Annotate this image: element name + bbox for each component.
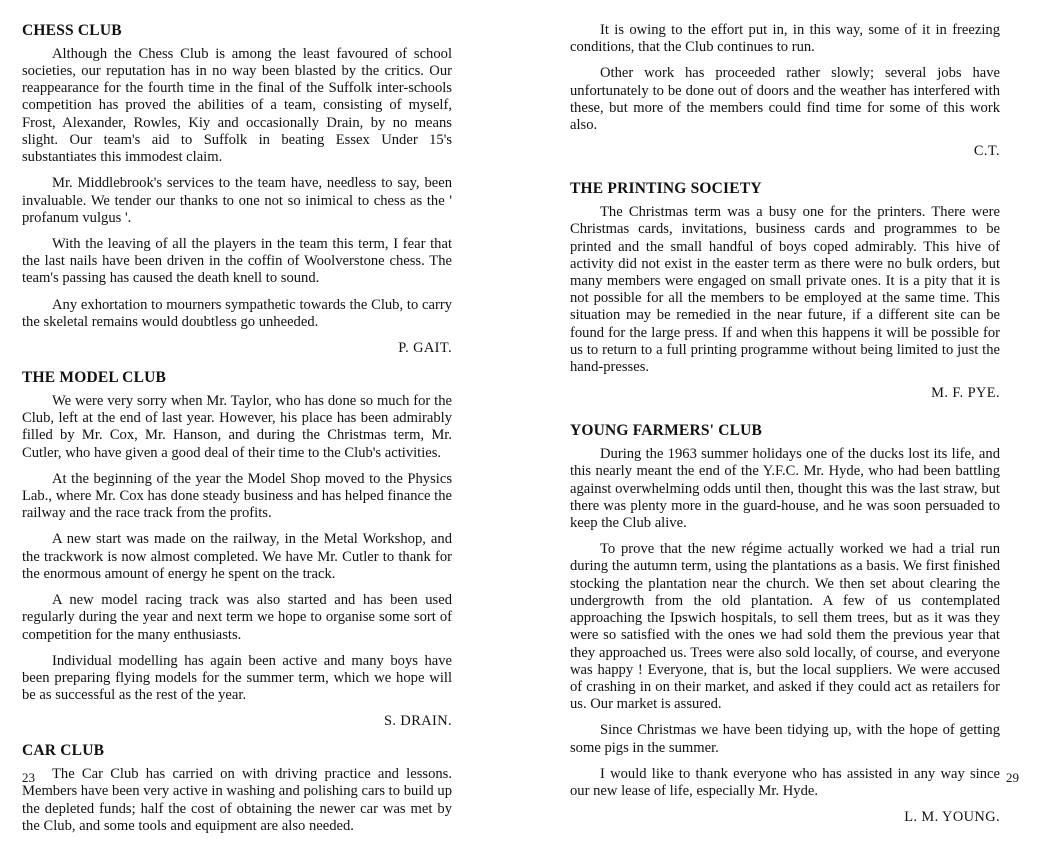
- author-signature: P. GAIT.: [398, 340, 452, 357]
- section-heading-model-club: THE MODEL CLUB: [22, 369, 167, 387]
- section-heading-chess-club: CHESS CLUB: [22, 22, 122, 39]
- left-page-column: [22, 22, 452, 844]
- section-heading-car-club: CAR CLUB: [22, 742, 105, 760]
- page-number-left: 23: [22, 770, 35, 785]
- paragraph: Other work has proceeded rather slowly; several jobs have unfortunately to be done out of doors and the weather has interfered with these, but more of the members could find time for some of this work also.: [570, 65, 1000, 134]
- page-gutter: [521, 0, 522, 800]
- paragraph: During the 1963 summer holidays one of the ducks lost its life, and this nearly meant the end of the Y.F.C. Mr. Hyde, who had been battling against overwhelming odds until then, thought this was the last straw, but there was plenty more in the guard-house, and he was soon persuaded to keep the Club alive.: [570, 446, 1000, 531]
- paragraph: At the beginning of the year the Model Shop moved to the Physics Lab., where Mr. Cox has done steady business and has helped finance the railway and the race track from the profits.: [22, 470, 452, 522]
- author-signature: M. F. PYE.: [931, 385, 1000, 402]
- paragraph: Although the Chess Club is among the least favoured of school societies, our reputation has in no way been blasted by the critics. Our reappearance for the fourth time in the final of the Suffolk inter-schools competition has proved the abilities of a team, consisting of myself, Frost, Alexander, Rowles, Kiy and occasionally Drain, by no means slight. Our team's aid to Suffolk in beating Essex Under 15's substantiates this immodest claim.: [22, 45, 452, 166]
- section-heading-young-farmers-club: YOUNG FARMERS' CLUB: [570, 422, 763, 440]
- paragraph: Mr. Middlebrook's services to the team have, needless to say, been invaluable. We tender our thanks to one not so inimical to chess as the ' profanum vulgus '.: [22, 175, 452, 226]
- author-signature: L. M. YOUNG.: [904, 809, 1000, 826]
- paragraph: A new model racing track was also started and has been used regularly during the year and next term we hope to organise some sort of competition for the many enthusiasts.: [22, 592, 452, 643]
- paragraph: Any exhortation to mourners sympathetic towards the Club, to carry the skeletal remains would doubtless go unheeded.: [22, 296, 452, 330]
- paragraph: It is owing to the effort put in, in this way, some of it in freezing conditions, that the Club continues to run.: [570, 22, 1000, 56]
- paragraph: The Christmas term was a busy one for the printers. There were Christmas cards, invitations, business cards and programmes to be printed and the small handful of boys coped admirably. This hive of activity did not exist in the easter term as there were no bulk orders, but many members were engaged on small private ones. It is a pity that it is not possible for all the members to be employed at the same time. This situation may be remedied in the near future, if a different site can be found for the large press. If and when this happens it will be possible for us to return to a full printing programme without being limited to just the hand-presses.: [570, 204, 1000, 376]
- paragraph: We were very sorry when Mr. Taylor, who has done so much for the Club, left at the end of last year. However, his place has been admirably filled by Mr. Cox, Mr. Hanson, and during the Christmas term, Mr. Cutler, who have given a good deal of their time to the Club's activities.: [22, 392, 452, 461]
- page-number-right: 29: [1006, 770, 1019, 785]
- author-signature: C.T.: [973, 143, 1000, 160]
- paragraph: Since Christmas we have been tidying up, with the hope of getting some pigs in the summer.: [570, 722, 1000, 756]
- right-page-column: [570, 22, 1000, 838]
- paragraph: I would like to thank everyone who has assisted in any way since our new lease of life, especially Mr. Hyde.: [570, 765, 1000, 800]
- paragraph: Individual modelling has again been active and many boys have been preparing flying models for the summer term, which we hope will be as successful as the rest of the year.: [22, 652, 452, 704]
- paragraph: The Car Club has carried on with driving practice and lessons. Members have been very active in washing and polishing cars to build up the depleted funds; half the cost of obtaining the newer car was met by the Club, and some tools and equipment are also needed.: [22, 766, 452, 834]
- paragraph: A new start was made on the railway, in the Metal Workshop, and the trackwork is now almost completed. We have Mr. Cutler to thank for the enormous amount of energy he spent on the track.: [22, 531, 452, 582]
- paragraph: With the leaving of all the players in the team this term, I fear that the last nails have been driven in the coffin of Woolverstone chess. The team's passing has caused the death knell to sound.: [22, 236, 452, 287]
- paragraph: To prove that the new régime actually worked we had a trial run during the autumn term, using the plantations as a basis. We first finished stocking the plantation near the church. We then set about clearing the undergrowth from the old plantation. A few of us contemplated approaching the Ipswich hospitals, to sell them trees, but as it was they were so satisfied with the ones we had sold them the previous year that they approached us. Trees were also sold locally, of course, and everyone was happy ! Everyone, that is, but the local suppliers. We were accused of crashing in on their market, and asked if they could act as retailers for us. Our market is assured.: [570, 541, 1000, 713]
- section-heading-printing-society: THE PRINTING SOCIETY: [570, 180, 762, 198]
- author-signature: S. DRAIN.: [384, 713, 452, 730]
